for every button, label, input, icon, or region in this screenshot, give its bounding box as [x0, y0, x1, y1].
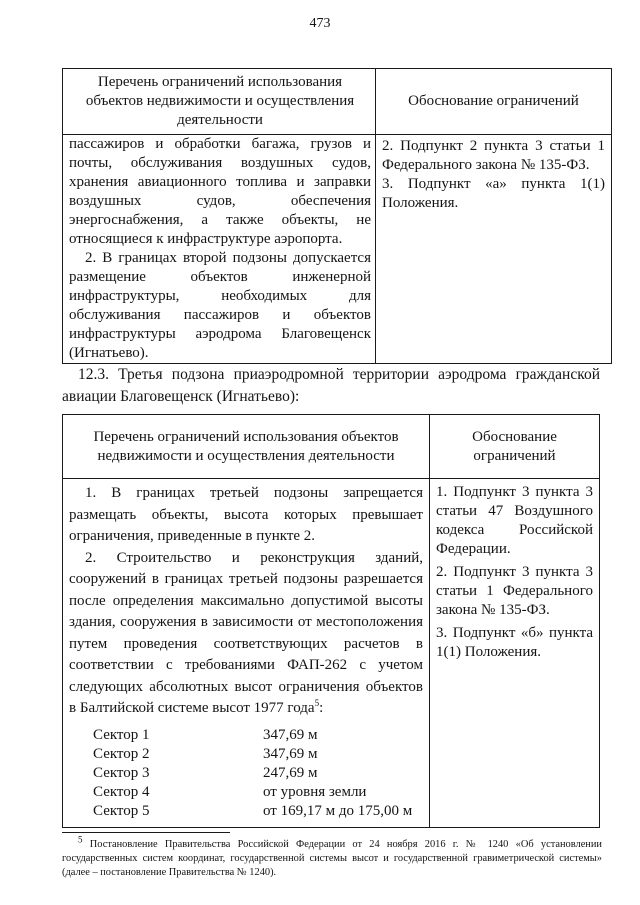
punctuation: :: [319, 700, 324, 716]
list-item: [69, 783, 423, 802]
footnote-divider: [62, 832, 230, 833]
header-restrictions: Перечень ограничений использования объектов недвижимости и осуществления деятельности: [63, 415, 430, 479]
header-justification: Обоснование ограничений: [430, 415, 600, 479]
justification-item: 3. Подпункт «б» пункта 1(1) Положения.: [436, 625, 593, 660]
sector-name: Сектор 3: [93, 764, 150, 781]
justification-item: 2. Подпункт 3 пункта 3 статьи 1 Федерального закона № 135-ФЗ.: [436, 564, 593, 618]
table-row: [63, 135, 612, 364]
restrictions-table-continued: [62, 68, 612, 364]
sector-height: 247,69 м: [263, 764, 318, 781]
table-row: [63, 479, 600, 828]
sector-heights-list: [69, 726, 423, 821]
sector-height: 347,69 м: [263, 726, 318, 743]
restrictions-cell: [63, 479, 430, 828]
sector-name: Сектор 1: [93, 726, 150, 743]
section-heading: 12.3. Третья подзона приаэродромной территории аэродрома гражданской авиации Благовещенск (Игнатьево):: [62, 366, 600, 405]
footnote-reference[interactable]: 5: [314, 698, 320, 708]
justification-cell: [376, 135, 612, 364]
table-header-row: [63, 415, 600, 479]
justification-item: 3. Подпункт «а» пункта 1(1) Положения.: [382, 176, 605, 211]
list-item: [69, 745, 423, 764]
restriction-text: 2. В границах второй подзоны допускается размещение объектов инженерной инфраструктуры, необходимых для обслуживания пассажиров и объектов инфраструктуры аэродрома Благовещенск (Игнатьево).: [69, 250, 371, 361]
list-item: [69, 726, 423, 745]
sector-height: от 169,17 м до 175,00 м: [263, 802, 413, 819]
justification-item: 2. Подпункт 2 пункта 3 статьи 1 Федерального закона № 135-ФЗ.: [382, 138, 605, 173]
header-restrictions: Перечень ограничений использования объектов недвижимости и осуществления деятельности: [63, 69, 376, 135]
list-item: [69, 764, 423, 783]
sector-name: Сектор 5: [93, 802, 150, 819]
list-item: [69, 802, 423, 821]
justification-cell: [430, 479, 600, 828]
sector-height: от уровня земли: [263, 783, 367, 800]
sector-height: 347,69 м: [263, 745, 318, 762]
header-justification: Обоснование ограничений: [376, 69, 612, 135]
table-header-row: [63, 69, 612, 135]
sector-name: Сектор 4: [93, 783, 150, 800]
justification-item: 1. Подпункт 3 пункта 3 статьи 47 Воздушного кодекса Российской Федерации.: [436, 484, 593, 557]
restriction-text: [69, 548, 423, 720]
page-number: 473: [309, 16, 331, 31]
restrictions-cell: [63, 135, 376, 364]
footnote-marker: 5: [78, 834, 83, 845]
sector-name: Сектор 2: [93, 745, 150, 762]
restriction-text: пассажиров и обработки багажа, грузов и почты, обслуживания воздушных судов, хранения авиационного топлива и заправки воздушных судов, обеспечения энергоснабжения, а также объекты, не относящиеся к инфраструктуре аэропорта.: [69, 136, 371, 247]
footnote-text: Постановление Правительства Российской Федерации от 24 ноября 2016 г. № 1240 «Об установлении государственных систем координат, государственной системы высот и государственной гравиметрической системы» (далее – постановление Правительства № 1240).: [62, 839, 602, 878]
restriction-text-body: 2. Строительство и реконструкция зданий, сооружений в границах третьей подзоны разрешается после определения максимально допустимой высоты здания, сооружения в зависимости от местоположения путем проведения соответствующих расчетов в соответствии с требованиями ФАП-262 с учетом следующих абсолютных высот ограничения объектов в Балтийской системе высот 1977 года: [69, 549, 423, 716]
restriction-text: 1. В границах третьей подзоны запрещается размещать объекты, высота которых превышает ограничения, приведенные в пункте 2.: [69, 485, 423, 544]
footnote: [62, 834, 602, 880]
third-subzone-table: [62, 414, 600, 828]
